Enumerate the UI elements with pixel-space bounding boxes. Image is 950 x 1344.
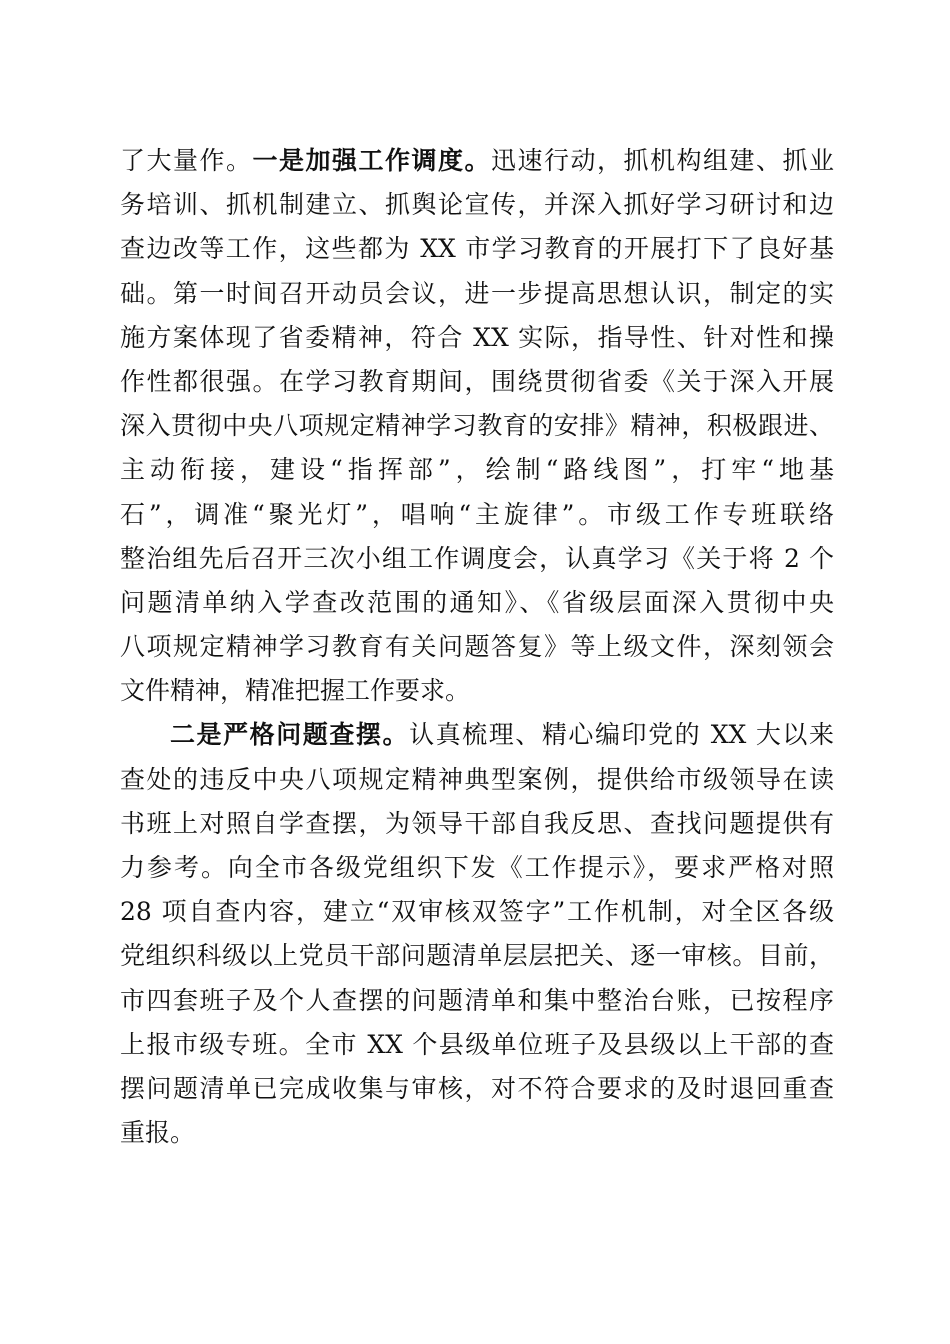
- text-line: 施方案体现了省委精神，符合 XX 实际，指导性、针对性和操: [120, 322, 834, 352]
- text-line: 深入贯彻中央八项规定精神学习教育的安排》精神，积极跟进、: [120, 411, 834, 441]
- text-run: 认真梳理、精心编印党的 XX 大以来: [409, 720, 834, 750]
- text-line: 问题清单纳入学查改范围的通知》、《省级层面深入贯彻中央: [120, 587, 834, 617]
- text-line: 摆问题清单已完成收集与审核，对不符合要求的及时退回重查: [120, 1073, 834, 1103]
- heading-strict-problem-review: 二是严格问题查摆。: [170, 720, 410, 750]
- text-line: 务培训、抓机制建立、抓舆论宣传，并深入抓好学习研讨和边: [120, 190, 834, 220]
- text-line: 八项规定精神学习教育有关问题答复》等上级文件，深刻领会: [120, 632, 834, 662]
- text-line: 重报。: [120, 1118, 196, 1148]
- paragraph-work-scheduling: [120, 139, 834, 713]
- text-line: 查边改等工作，这些都为 XX 市学习教育的开展打下了良好基: [120, 234, 834, 264]
- text-line: 础。第一时间召开动员会议，进一步提高思想认识，制定的实: [120, 278, 834, 308]
- text-line: [120, 713, 834, 757]
- document-body: [120, 139, 834, 1155]
- text-line: 文件精神，精准把握工作要求。: [120, 676, 471, 706]
- paragraph-problem-review: [120, 713, 834, 1155]
- text-line: 作性都很强。在学习教育期间，围绕贯彻省委《关于深入开展: [120, 366, 834, 396]
- text-run: 迅速行动，抓机构组建、抓业: [491, 146, 834, 175]
- text-line: 上报市级专班。全市 XX 个县级单位班子及县级以上干部的查: [120, 1029, 834, 1059]
- text-line: 党组织科级以上党员干部问题清单层层把关、逐一审核。目前，: [120, 941, 834, 971]
- text-run: 了大量作。: [120, 146, 253, 175]
- text-line: 力参考。向全市各级党组织下发《工作提示》，要求严格对照: [120, 853, 834, 882]
- text-line: 整治组先后召开三次小组工作调度会，认真学习《关于将 2 个: [120, 543, 834, 573]
- text-line: 市四套班子及个人查摆的问题清单和集中整治台账，已按程序: [120, 985, 834, 1015]
- text-line: 28 项自查内容，建立“双审核双签字”工作机制，对全区各级: [120, 897, 834, 927]
- text-line: 查处的违反中央八项规定精神典型案例，提供给市级领导在读: [120, 764, 834, 794]
- text-line: 主动衔接，建设“指挥部”，绘制“路线图”，打牢“地基: [120, 455, 834, 485]
- text-line: [120, 139, 834, 183]
- heading-strengthen-scheduling: 一是加强工作调度。: [252, 146, 491, 175]
- text-line: 石”，调准“聚光灯”，唱响“主旋律”。市级工作专班联络: [120, 499, 834, 529]
- text-line: 书班上对照自学查摆，为领导干部自我反思、查找问题提供有: [120, 808, 834, 838]
